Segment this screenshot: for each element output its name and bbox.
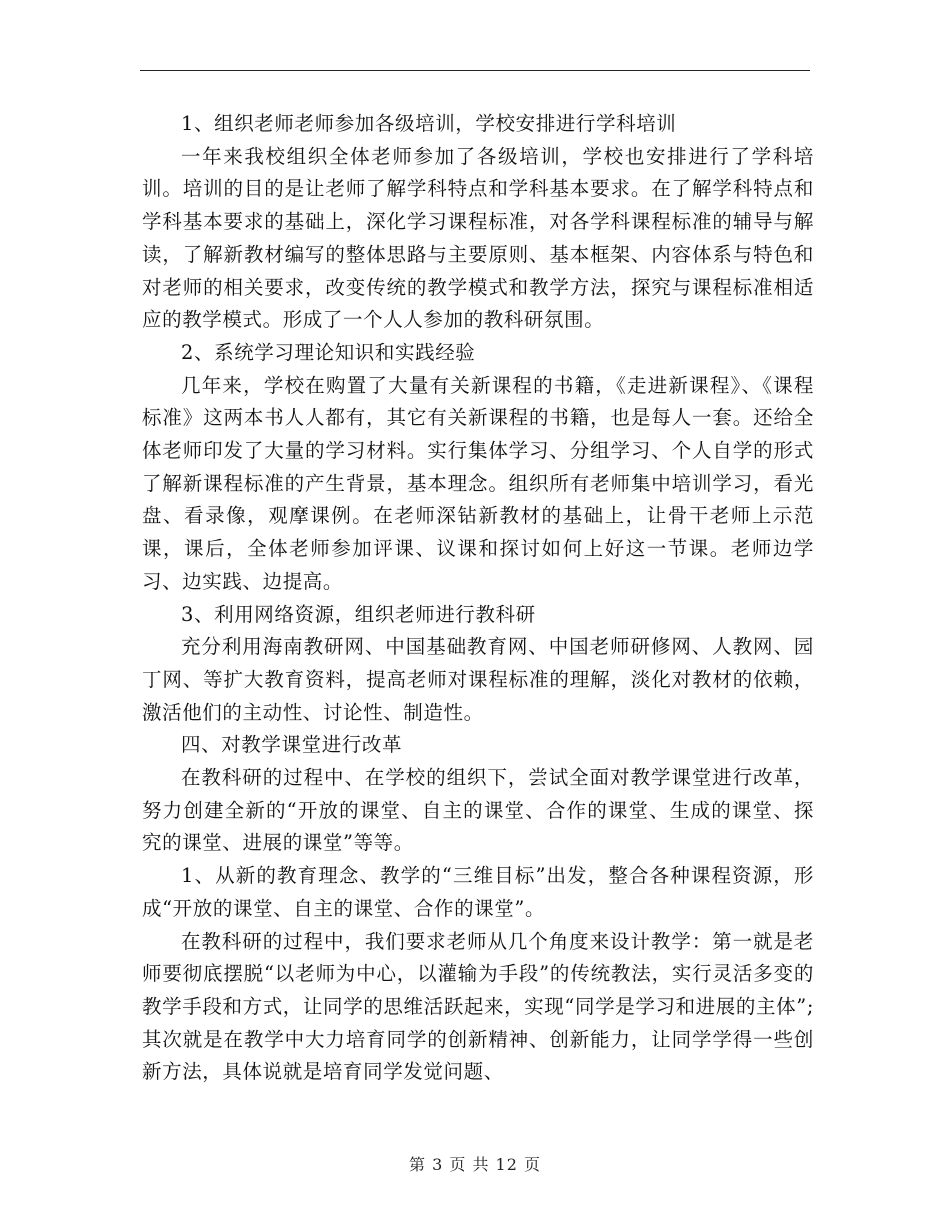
header-divider bbox=[140, 70, 810, 71]
heading-classroom-reform: 四、对教学课堂进行改革 bbox=[181, 733, 403, 757]
paragraph-network-resources: 充分利用海南教研网、中国基础教育网、中国老师研修网、人教网、园丁网、等扩大教育资料，提高老师对课程标准的理解，淡化对教材的依赖，激活他们的主动性、讨论性、制造性。 bbox=[142, 635, 814, 724]
heading-three-dimensional-goals: 1、从新的教育理念、教学的“三维目标”出发，整合各种课程资源，形成“开放的课堂、自主的课堂、合作的课堂”。 bbox=[142, 864, 814, 920]
paragraph-theory-study: 几年来，学校在购置了大量有关新课程的书籍，《走进新课程》、《课程标准》这两本书人人都有，其它有关新课程的书籍，也是每人一套。还给全体老师印发了大量的学习材料。实行集体学习、分组学习、个人自学的形式了解新课程标准的产生背景，基本理念。组织所有老师集中培训学习，看光盘、看录像，观摩课例。在老师深钻新教材的基础上，让骨干老师上示范课，课后，全体老师参加评课、议课和探讨如何上好这一节课。老师边学习、边实践、边提高。 bbox=[142, 373, 814, 593]
heading-training: 1、组织老师老师参加各级培训，学校安排进行学科培训 bbox=[181, 112, 677, 135]
page-number: 第 3 页 共 12 页 bbox=[409, 1155, 541, 1174]
paragraph-training: 一年来我校组织全体老师参加了各级培训，学校也安排进行了学科培训。培训的目的是让老师了解学科特点和学科基本要求。在了解学科特点和学科基本要求的基础上，深化学习课程标准，对各学科课程标准的辅导与解读，了解新教材编写的整体思路与主要原则、基本框架、内容体系与特色和对老师的相关要求，改变传统的教学模式和教学方法，探究与课程标准相适应的教学模式。形成了一个人人参加的教科研氛围。 bbox=[142, 144, 814, 332]
heading-network-resources: 3、利用网络资源，组织老师进行教科研 bbox=[181, 602, 536, 626]
paragraph-teaching-design: 在教科研的过程中，我们要求老师从几个角度来设计教学：第一就是老师要彻底摆脱“以老师为中心，以灌输为手段”的传统教法，实行灵活多变的教学手段和方式，让同学的思维活跃起来，实现“同学是学习和进展的主体”;其次就是在教学中大力培育同学的创新精神、创新能力，让同学学得一些创新方法，具体说就是培育同学发觉问题、 bbox=[142, 929, 814, 1084]
paragraph-classroom-reform: 在教科研的过程中、在学校的组织下，尝试全面对教学课堂进行改革，努力创建全新的“开放的课堂、自主的课堂、合作的课堂、生成的课堂、探究的课堂、进展的课堂”等等。 bbox=[142, 766, 814, 855]
document-body bbox=[142, 108, 814, 1089]
heading-theory-study: 2、系统学习理论知识和实践经验 bbox=[181, 340, 476, 364]
